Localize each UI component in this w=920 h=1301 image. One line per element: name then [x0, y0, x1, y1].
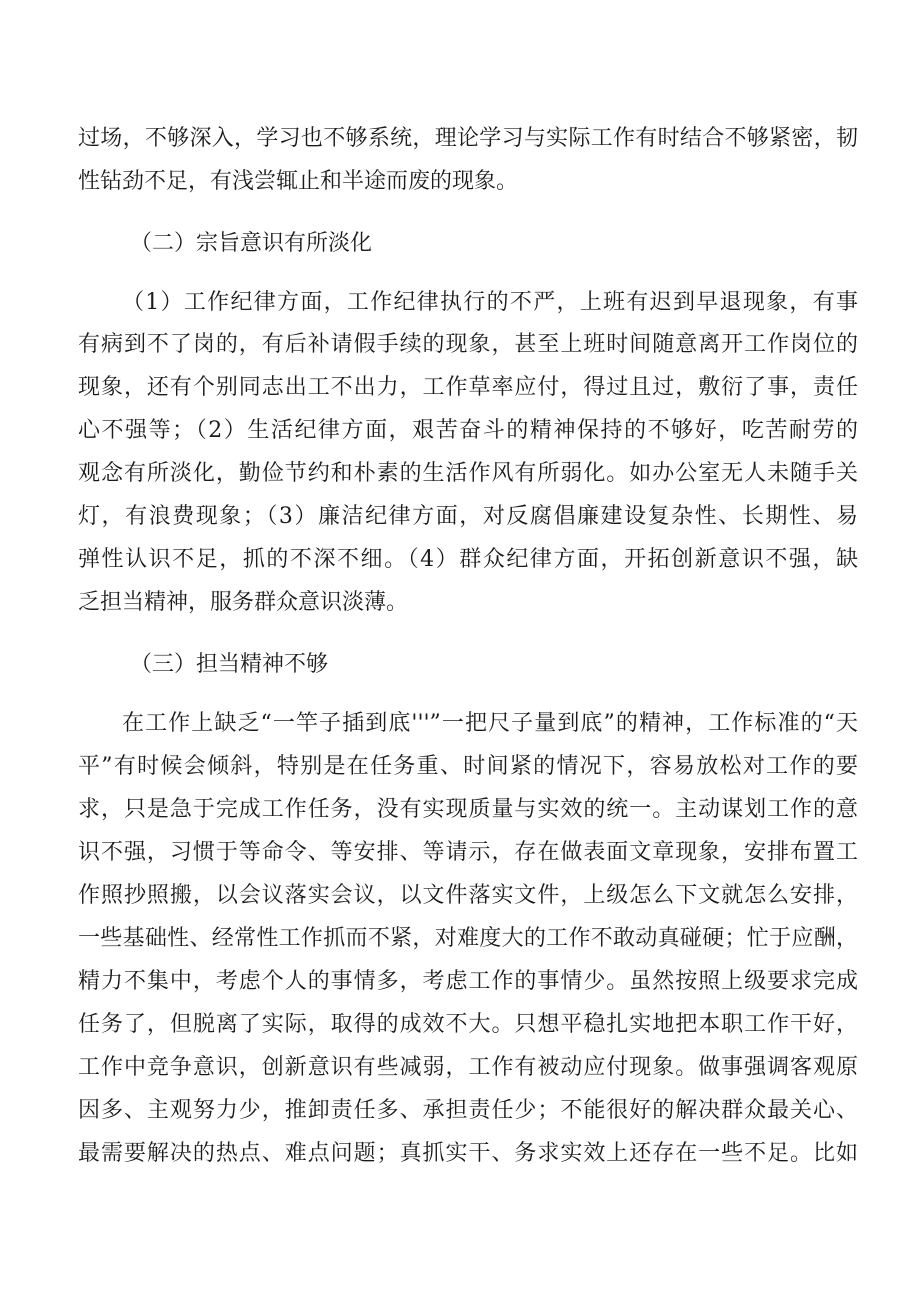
paragraph-line: 一些基础性、经常性工作抓而不紧，对难度大的工作不敢动真碰硬；忙于应酬， — [78, 926, 858, 951]
paragraph-line: 任务了，但脱离了实际，取得的成效不大。只想平稳扎实地把本职工作干好， — [78, 1012, 858, 1037]
paragraph-line: 有病到不了岗的，有后补请假手续的现象，甚至上班时间随意离开工作岗位的 — [78, 332, 858, 357]
paragraph-line: 作照抄照搬，以会议落实会议，以文件落实文件，上级怎么下文就怎么安排， — [78, 883, 858, 908]
section-heading: （三）担当精神不够 — [130, 652, 329, 677]
paragraph-line: 精力不集中，考虑个人的事情多，考虑工作的事情少。虽然按照上级要求完成 — [78, 969, 858, 994]
paragraph-line: 平”有时候会倾斜，特别是在任务重、时间紧的情况下，容易放松对工作的要 — [78, 754, 858, 779]
paragraph-line: （1）工作纪律方面，工作纪律执行的不严，上班有迟到早退现象，有事 — [122, 290, 858, 315]
paragraph-line: 过场，不够深入，学习也不够系统，理论学习与实际工作有时结合不够紧密，韧 — [78, 126, 858, 151]
paragraph-line: 现象，还有个别同志出工不出力，工作草率应付，得过且过，敷衍了事，责任 — [78, 375, 858, 400]
paragraph-line: 心不强等；（2）生活纪律方面，艰苦奋斗的精神保持的不够好，吃苦耐劳的 — [78, 418, 858, 443]
paragraph-line: 在工作上缺乏“一竿子插到底'''”一把尺子量到底”的精神，工作标准的“天 — [122, 711, 858, 736]
paragraph-line: 识不强，习惯于等命令、等安排、等请示，存在做表面文章现象，安排布置工 — [78, 840, 858, 865]
paragraph-line: 求，只是急于完成工作任务，没有实现质量与实效的统一。主动谋划工作的意 — [78, 797, 858, 822]
paragraph-line: 因多、主观努力少，推卸责任多、承担责任少；不能很好的解决群众最关心、 — [78, 1098, 858, 1123]
paragraph-line: 乏担当精神，服务群众意识淡薄。 — [78, 590, 409, 615]
paragraph-line: 弹性认识不足，抓的不深不细。（4）群众纪律方面，开拓创新意识不强，缺 — [78, 547, 858, 572]
paragraph-line: 最需要解决的热点、难点问题；真抓实干、务求实效上还存在一些不足。比如 — [78, 1141, 858, 1166]
paragraph-line: 性钻劲不足，有浅尝辄止和半途而废的现象。 — [78, 169, 519, 194]
paragraph-line: 灯，有浪费现象；（3）廉洁纪律方面，对反腐倡廉建设复杂性、长期性、易 — [78, 504, 858, 529]
section-heading: （二）宗旨意识有所淡化 — [130, 231, 373, 256]
paragraph-line: 工作中竞争意识，创新意识有些减弱，工作有被动应付现象。做事强调客观原 — [78, 1055, 858, 1080]
paragraph-line: 观念有所淡化，勤俭节约和朴素的生活作风有所弱化。如办公室无人未随手关 — [78, 461, 858, 486]
